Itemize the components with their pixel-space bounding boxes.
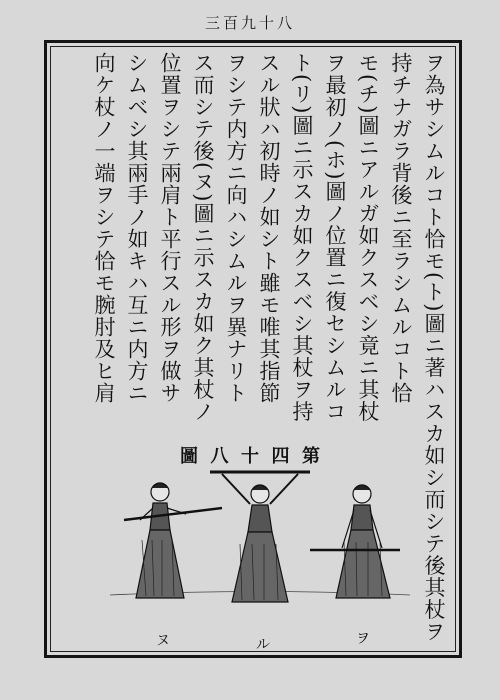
text-column: ヲ為サシムルコト恰モ(ト)圖ニ著ハスカ如シ而シテ後其杖ヲ <box>422 52 446 643</box>
figure-caption <box>180 442 320 467</box>
text-column: 位置ヲシテ兩肩ト平行スル形ヲ做サ <box>158 52 182 404</box>
text-column: 向ケ杖ノ一端ヲシテ恰モ腕肘及ヒ肩 <box>92 52 116 404</box>
text-column: ス而シテ後(ヌ)圖ニ示スカ如ク其杖ノ <box>191 52 215 423</box>
caption-char: 圖 <box>180 446 198 467</box>
text-column: スル狀ハ初時ノ如シト雖モ唯其指節 <box>257 52 281 404</box>
figure-label: ル <box>256 637 270 653</box>
figure-label: ヌ <box>156 633 170 649</box>
text-column: ヲ最初ノ(ホ)圖ノ位置ニ復セシムルコ <box>323 52 347 423</box>
caption-char: 第 <box>302 446 320 467</box>
figure-label: ヲ <box>356 631 370 647</box>
text-column: シムベシ其兩手ノ如キハ互ニ内方ニ <box>125 52 149 404</box>
caption-char: 四 <box>271 446 290 467</box>
text-column: ヲシテ内方ニ向ハシムルヲ異ナリト <box>224 52 248 404</box>
text-column: モ(チ)圖ニアルガ如クスベシ竟ニ其杖 <box>356 52 380 423</box>
illustration <box>100 470 420 610</box>
girl-figure-right <box>310 485 400 598</box>
girl-figure-middle <box>210 472 310 602</box>
girl-figure-left <box>124 483 222 598</box>
page-number: 三百九十八 <box>204 14 295 32</box>
text-column: 持チナガラ背後ニ至ラシムルコト恰 <box>389 52 413 404</box>
text-column: ト(リ)圖ニ示スカ如クスベシ其杖ヲ持 <box>290 52 314 423</box>
caption-char: 十 <box>241 446 259 467</box>
caption-char: 八 <box>210 446 229 467</box>
